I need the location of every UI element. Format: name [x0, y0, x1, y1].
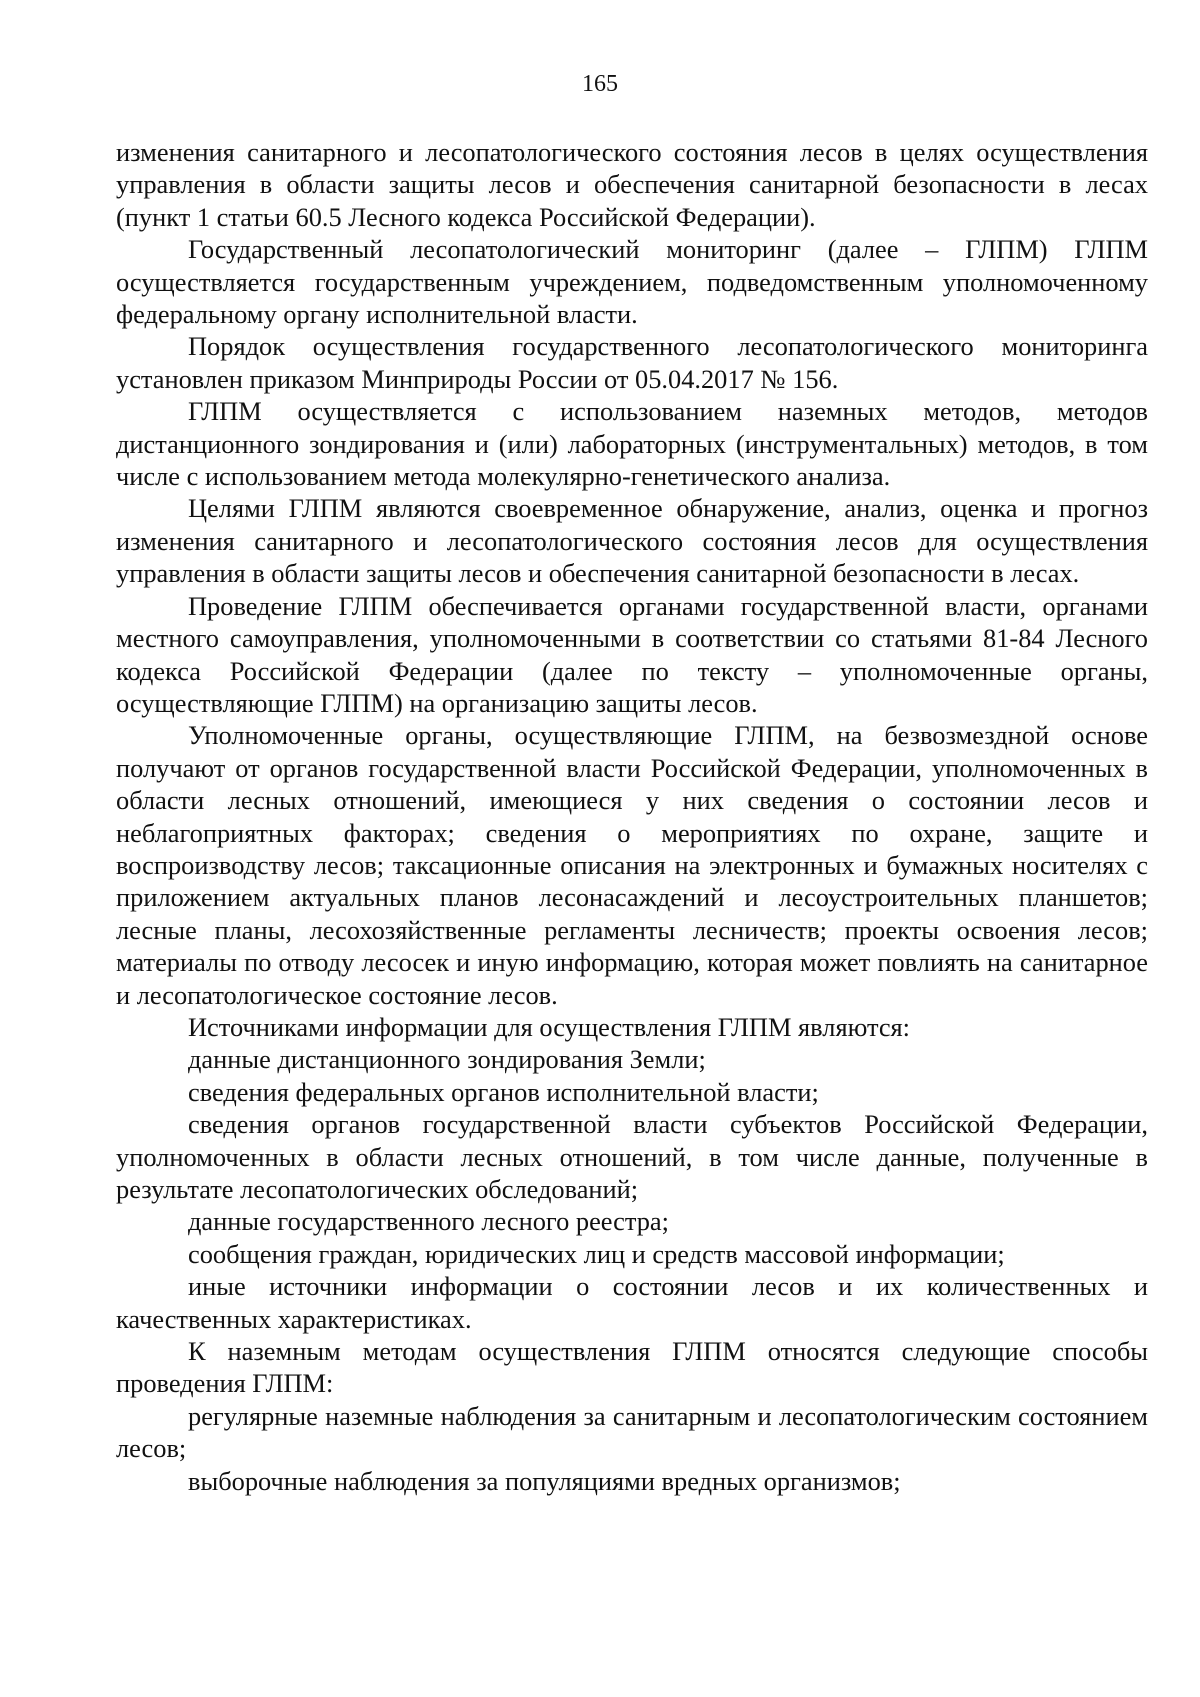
- paragraph-continuation: изменения санитарного и лесопатологического состояния лесов в целях осуществления управления в области защиты лесов и обеспечения санитарной безопасности в лесах (пункт 1 статьи 60.5 Лесного кодекса Российской Федерации).: [116, 137, 1148, 232]
- list-item-remote-sensing: данные дистанционного зондирования Земли;: [188, 1044, 706, 1075]
- paragraph-responsible-bodies: Проведение ГЛПМ обеспечивается органами государственной власти, органами местного самоуправления, уполномоченными в соответствии со статьями 81-84 Лесного кодекса Российской Федерации (далее по тексту – уполномоченные органы, осуществляющие ГЛПМ) на организацию защиты лесов.: [116, 590, 1148, 718]
- paragraph-sources-intro: Источниками информации для осуществления ГЛПМ являются:: [188, 1011, 911, 1042]
- document-body: [116, 136, 1148, 1497]
- list-item-public-reports: сообщения граждан, юридических лиц и средств массовой информации;: [188, 1238, 1005, 1269]
- paragraph-procedure-order: Порядок осуществления государственного лесопатологического мониторинга установлен приказом Минприроды России от 05.04.2017 № 156.: [116, 331, 1148, 394]
- paragraph-goals: Целями ГЛПМ являются своевременное обнаружение, анализ, оценка и прогноз изменения санитарного и лесопатологического состояния лесов для осуществления управления в области защиты лесов и обеспечения санитарной безопасности в лесах.: [116, 493, 1148, 589]
- list-item-forest-registry: данные государственного лесного реестра;: [188, 1206, 669, 1237]
- list-item-regional-bodies: сведения органов государственной власти субъектов Российской Федерации, уполномоченных в области лесных отношений, в том числе данные, полученные в результате лесопатологических обследований;: [116, 1109, 1148, 1204]
- page-number: 165: [582, 71, 618, 97]
- list-item-selective-observations: выборочные наблюдения за популяциями вредных организмов;: [188, 1465, 901, 1496]
- paragraph-glpm-definition: Государственный лесопатологический мониторинг (далее – ГЛПМ) ГЛПМ осуществляется государственным учреждением, подведомственным уполномоченному федеральному органу исполнительной власти.: [116, 234, 1148, 330]
- paragraph-information-received: Уполномоченные органы, осуществляющие ГЛПМ, на безвозмездной основе получают от органов государственной власти Российской Федерации, уполномоченных в области лесных отношений, имеющиеся у них сведения о состоянии лесов и неблагоприятных факторах; сведения о мероприятиях по охране, защите и воспроизводству лесов; таксационные описания на электронных и бумажных носителях с приложением актуальных планов лесонасаждений и лесоустроительных планшетов; лесные планы, лесохозяйственные регламенты лесничеств; проекты освоения лесов; материалы по отводу лесосек и иную информацию, которая может повлиять на санитарное и лесопатологическое состояние лесов.: [116, 720, 1148, 1010]
- paragraph-methods: ГЛПМ осуществляется с использованием наземных методов, методов дистанционного зондирования и (или) лабораторных (инструментальных) методов, в том числе с использованием метода молекулярно-генетического анализа.: [116, 396, 1148, 492]
- list-item-federal-bodies: сведения федеральных органов исполнительной власти;: [188, 1076, 819, 1107]
- paragraph-ground-methods-intro: К наземным методам осуществления ГЛПМ относятся следующие способы проведения ГЛПМ:: [116, 1336, 1148, 1399]
- list-item-regular-observations: регулярные наземные наблюдения за санитарным и лесопатологическим состоянием лесов;: [116, 1400, 1148, 1464]
- list-item-other-sources: иные источники информации о состоянии лесов и их количественных и качественных характеристиках.: [116, 1271, 1148, 1334]
